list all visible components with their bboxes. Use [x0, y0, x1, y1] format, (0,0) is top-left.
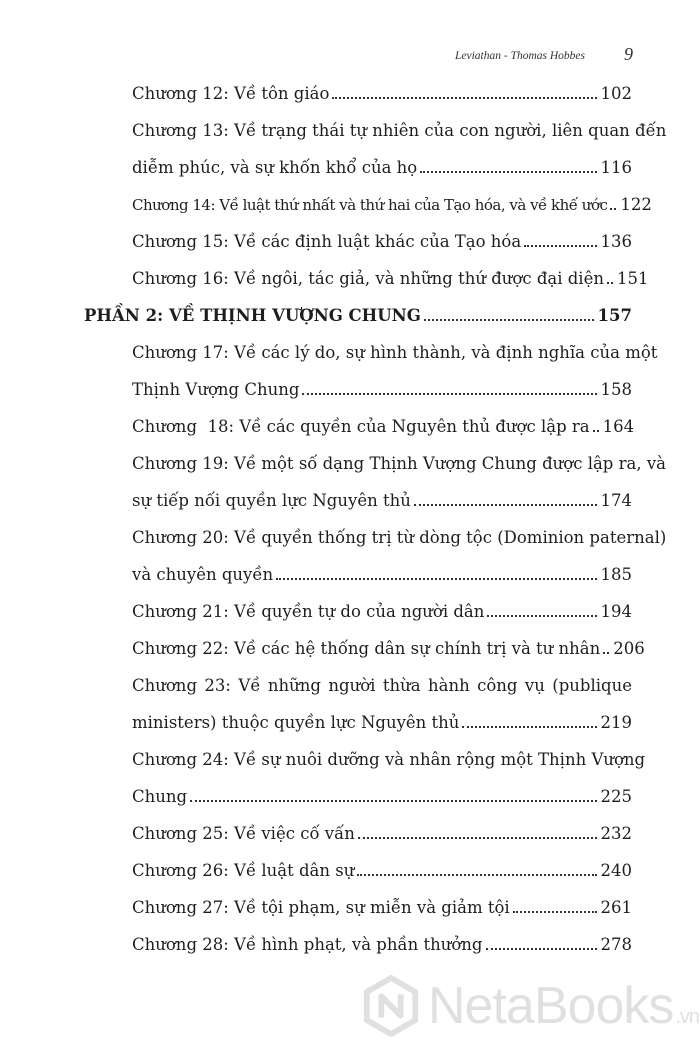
dot-leader	[358, 837, 597, 839]
toc-entry-chuong-28	[132, 935, 632, 955]
toc-title: Thịnh Vượng Chung	[132, 380, 300, 399]
running-head: Leviathan - Thomas Hobbes	[455, 50, 586, 62]
toc-title: Chương 25: Về việc cố vấn	[132, 824, 355, 843]
dot-leader	[414, 504, 597, 506]
toc-title: Chương 18: Về các quyền của Nguyên thủ được lập ra	[132, 417, 590, 436]
dot-leader	[420, 171, 596, 173]
dot-leader	[332, 97, 596, 99]
dot-leader	[524, 245, 596, 247]
toc-entry-chuong-24	[132, 787, 632, 807]
watermark-suffix: .vn	[675, 1006, 700, 1028]
dot-leader	[486, 948, 597, 950]
watermark-brand: NetaBooks	[428, 977, 674, 1035]
toc-entry-chuong-19	[132, 491, 632, 511]
toc-page: 185	[600, 565, 632, 584]
toc-title: Chương 12: Về tôn giáo	[132, 84, 330, 103]
toc-title: Chương 26: Về luật dân sự	[132, 861, 355, 880]
toc-entry-chuong-27	[132, 898, 632, 918]
watermark	[360, 968, 700, 1044]
toc-page: 158	[600, 380, 632, 399]
toc-page: 174	[600, 491, 632, 510]
toc-entry-chuong-20-line1: Chương 20: Về quyền thống trị từ dòng tộc (Dominion paternal)	[132, 528, 667, 547]
toc-entry-chuong-25	[132, 824, 632, 844]
toc-page: 157	[597, 306, 632, 325]
dot-leader	[487, 615, 596, 617]
dot-leader	[302, 393, 596, 395]
toc-entry-chuong-13	[132, 158, 632, 178]
toc-entry-chuong-23	[132, 713, 632, 733]
toc-page: 151	[616, 269, 649, 288]
toc-title: Chương 21: Về quyền tự do của người dân	[132, 602, 485, 621]
toc-entry-chuong-22	[132, 639, 645, 659]
page-number: 9	[624, 44, 633, 64]
toc-entry-chuong-20	[132, 565, 632, 585]
toc-title: Chương 27: Về tội phạm, sự miễn và giảm tội	[132, 898, 510, 917]
toc-entry-chuong-17	[132, 380, 632, 400]
toc-page: 219	[600, 713, 632, 732]
toc-entry-chuong-15	[132, 232, 632, 252]
toc-entry-chuong-18	[132, 417, 635, 437]
dot-leader	[593, 430, 599, 432]
toc-entry-chuong-23-line1: Chương 23: Về những người thừa hành công vụ (publique	[132, 676, 632, 695]
toc-page: 278	[600, 935, 632, 954]
toc-entry-chuong-13-line1: Chương 13: Về trạng thái tự nhiên của con người, liên quan đến	[132, 121, 667, 140]
dot-leader	[190, 800, 596, 802]
toc-entry-phan-2	[84, 306, 632, 326]
dot-leader	[424, 319, 594, 321]
toc-entry-chuong-24-line1: Chương 24: Về sự nuôi dưỡng và nhân rộng một Thịnh Vượng	[132, 750, 646, 769]
toc-title: Chung	[132, 787, 188, 806]
toc-page: 136	[600, 232, 632, 251]
dot-leader	[357, 874, 596, 876]
toc-entry-chuong-14	[132, 195, 652, 215]
toc-entry-chuong-26	[132, 861, 632, 881]
dot-leader	[603, 652, 609, 654]
toc-entry-chuong-21	[132, 602, 632, 622]
toc-page: 240	[600, 861, 632, 880]
toc-page: 225	[600, 787, 632, 806]
watermark-text	[428, 976, 699, 1036]
toc-title: PHẦN 2: VỀ THỊNH VƯỢNG CHUNG	[84, 306, 421, 325]
toc-page: 102	[600, 84, 632, 103]
toc-entry-chuong-16	[132, 269, 649, 289]
toc-title: sự tiếp nối quyền lực Nguyên thủ	[132, 491, 411, 510]
toc-page: 194	[600, 602, 632, 621]
netabooks-logo-icon	[360, 975, 422, 1037]
toc-title: và chuyên quyền	[132, 565, 274, 584]
toc-page: 232	[600, 824, 632, 843]
dot-leader	[610, 208, 616, 210]
toc-page: 206	[613, 639, 645, 658]
toc-title: Chương 14: Về luật thứ nhất và thứ hai của Tạo hóa, và về khế ước	[132, 196, 608, 214]
toc-title: Chương 22: Về các hệ thống dân sự chính trị và tư nhân	[132, 639, 601, 658]
toc-title: diễm phúc, và sự khốn khổ của họ	[132, 158, 418, 177]
toc-page: 122	[620, 195, 652, 214]
toc-entry-chuong-19-line1: Chương 19: Về một số dạng Thịnh Vượng Chung được lập ra, và	[132, 454, 666, 473]
toc-title: ministers) thuộc quyền lực Nguyên thủ	[132, 713, 460, 732]
toc-title: Chương 16: Về ngôi, tác giả, và những thứ được đại diện	[132, 269, 604, 288]
toc-title: Chương 15: Về các định luật khác của Tạo hóa	[132, 232, 522, 251]
toc-page: 261	[600, 898, 632, 917]
toc-page: 164	[602, 417, 635, 436]
toc-entry-chuong-17-line1: Chương 17: Về các lý do, sự hình thành, và định nghĩa của một	[132, 343, 658, 362]
dot-leader	[462, 726, 596, 728]
dot-leader	[276, 578, 596, 580]
toc-title: Chương 28: Về hình phạt, và phần thưởng	[132, 935, 483, 954]
toc-page: 116	[600, 158, 632, 177]
dot-leader	[513, 911, 597, 913]
toc-entry-chuong-12	[132, 84, 632, 104]
dot-leader	[607, 282, 613, 284]
